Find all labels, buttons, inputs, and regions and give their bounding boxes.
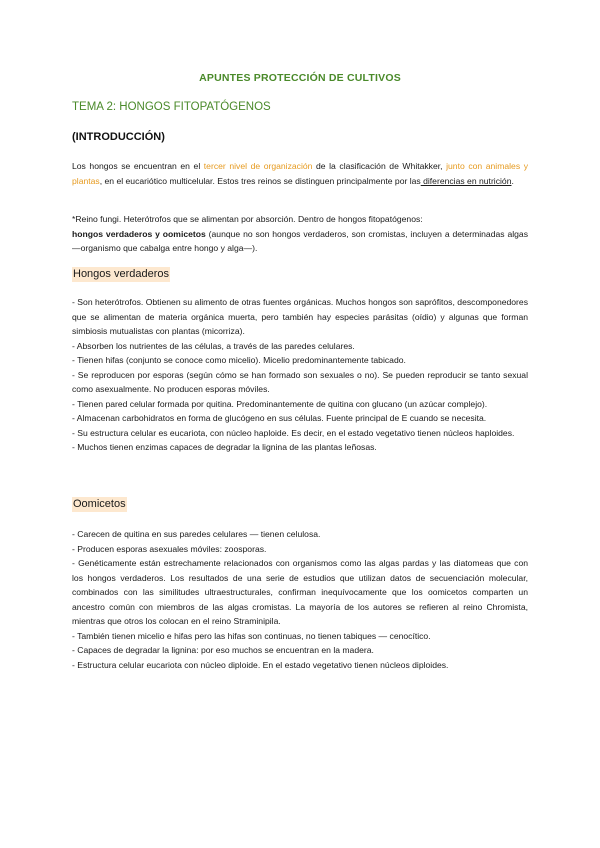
- underlined-text: diferencias en nutrición: [420, 175, 512, 186]
- oomicetos-list: [72, 527, 528, 672]
- list-item: - Almacenan carbohidratos en forma de glucógeno en sus células. Fuente principal de E cuando se necesita.: [72, 413, 487, 423]
- list-item: - Carecen de quitina en sus paredes celulares — tienen celulosa.: [72, 529, 321, 539]
- list-item: - Tienen pared celular formada por quitina. Predominantemente de quitina con glucano (un azúcar complejo).: [72, 398, 488, 409]
- topic-heading: TEMA 2: HONGOS FITOPATÓGENOS: [72, 101, 271, 113]
- text: de la clasificación de Whitakker,: [312, 161, 447, 171]
- hongos-list: [72, 295, 528, 455]
- list-item: - Muchos tienen enzimas capaces de degradar la lignina de las plantas leñosas.: [72, 442, 377, 452]
- text: Los hongos se encuentran en el: [72, 161, 204, 171]
- highlight-text: tercer nivel de organización: [203, 161, 313, 171]
- list-item: - Su estructura celular es eucariota, con núcleo haploide. Es decir, en el estado vegetativo tienen núcleos haploides.: [72, 427, 515, 438]
- intro-paragraph: [72, 159, 528, 188]
- bold-text: hongos verdaderos y oomicetos: [72, 228, 206, 239]
- text: , en el eucariótico multicelular. Estos tres reinos se distinguen principalmente por las: [99, 175, 421, 186]
- list-item: - Capaces de degradar la lignina: por eso muchos se encuentran en la madera.: [72, 645, 374, 655]
- text: (aunque no son hongos verdaderos, son cromistas, incluyen a determinadas algas —organismo que cabalga entre hongo y alga—).: [72, 228, 528, 253]
- section-heading-oomicetos: Oomicetos: [73, 498, 126, 510]
- kingdom-paragraph: [72, 212, 528, 256]
- list-item: - Son heterótrofos. Obtienen su alimento de otras fuentes orgánicas. Muchos hongos son saprófitos, descomponedores que se alimentan de materia orgánica muerta, pero también hay especies parásitas (oídio) y algunas que forman simbiosis mutualistas con plantas (micorriza).: [72, 297, 528, 336]
- list-item: - Se reproducen por esporas (según cómo se han formado son sexuales o no). Se pueden reproducir se tanto sexual como asexualmente. No producen esporas móviles.: [72, 369, 528, 394]
- text: .: [511, 175, 514, 186]
- text: *Reino fungi. Heterótrofos que se alimentan por absorción. Dentro de hongos fitopatógenos:: [72, 214, 423, 224]
- list-item: - Tienen hifas (conjunto se conoce como micelio). Micelio predominantemente tabicado.: [72, 355, 406, 365]
- list-item: - Absorben los nutrientes de las células, a través de las paredes celulares.: [72, 340, 355, 351]
- document-title: APUNTES PROTECCIÓN DE CULTIVOS: [199, 72, 401, 84]
- section-heading-hongos: Hongos verdaderos: [73, 268, 170, 280]
- highlight-text: junto con animales y plantas: [72, 161, 528, 186]
- intro-heading: (INTRODUCCIÓN): [72, 131, 165, 143]
- list-item: - Producen esporas asexuales móviles: zoosporas.: [72, 543, 267, 554]
- list-item: - Genéticamente están estrechamente relacionados con organismos como las algas pardas y las diatomeas que con los hongos verdaderos. Los resultados de una serie de estudios que utilizan datos de secuenciación molecular, combinados con las similitudes ultraestructurales, confirman inequívocamente que los oomicetos comparten un ancestro común con miembros de las algas cromistas. La mayoría de los autores se refieren al reino Chromista, mientras que otros los colocan en el reino Straminipila.: [72, 558, 528, 626]
- list-item: - También tienen micelio e hifas pero las hifas son continuas, no tienen tabiques — cenocítico.: [72, 630, 431, 641]
- list-item: - Estructura celular eucariota con núcleo diploide. En el estado vegetativo tienen núcleos diploides.: [72, 659, 449, 670]
